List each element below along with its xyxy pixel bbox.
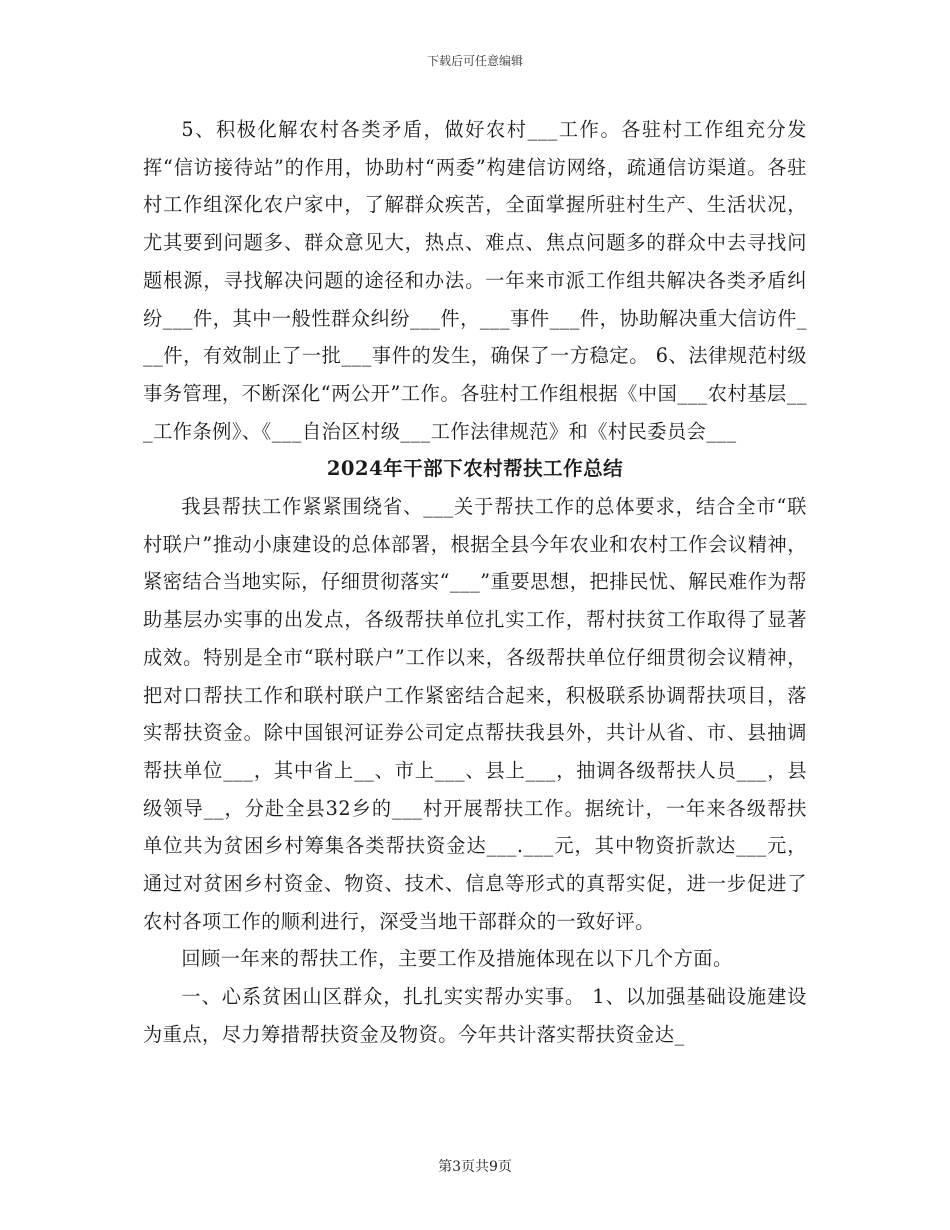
paragraph-review-intro: 回顾一年来的帮扶工作，主要工作及措施体现在以下几个方面。 [181, 947, 733, 971]
page-header: 下载后可任意编辑 [426, 54, 523, 68]
section-title: 2024年干部下农村帮扶工作总结 [326, 457, 624, 481]
paragraph-rural-conflict-resolution: 5、积极化解农村各类矛盾，做好农村___工作。各驻村工作组充分发挥“信访接待站”的作用，协助村“两委”构建信访网络，疏通信访渠道。各驻村工作组深化农户家中，了解群众疾苦，全面掌握所驻村生产、生活状况，尤其要到问题多、群众意见大，热点、难点、焦点问题多的群众中去寻找问题根源，寻找解决问题的途径和办法。一年来市派工作组共解决各类矛盾纠纷___件，其中一般性群众纠纷___件，___事件___件，协助解决重大信访件___件，有效制止了一批___事件的发生，确保了一方稳定。 6、法律规范村级事务管理，不断深化“两公开”工作。各驻村工作组根据《中国___农村基层___工作条例》、《___自治区村级___工作法律规范》和《村民委员会___ [143, 118, 807, 443]
paragraph-measures-first: 一、心系贫困山区群众，扎扎实实帮办实事。 1、以加强基础设施建设为重点，尽力筹措帮扶资金及物资。今年共计落实帮扶资金达_ [143, 985, 807, 1046]
page-number-footer: 第3页共9页 [438, 1159, 512, 1175]
paragraph-county-assistance-overview: 我县帮扶工作紧紧围绕省、___关于帮扶工作的总体要求，结合全市“联村联户”推动小康建设的总体部署，根据全县今年农业和农村工作会议精神，紧密结合当地实际，仔细贯彻落实“___”重要思想，把排民忧、解民难作为帮助基层办实事的出发点，各级帮扶单位扎实工作，帮村扶贫工作取得了显著成效。特别是全市“联村联户”工作以来，各级帮扶单位仔细贯彻会议精神，把对口帮扶工作和联村联户工作紧密结合起来，积极联系协调帮扶项目，落实帮扶资金。除中国银河证券公司定点帮扶我县外，共计从省、市、县抽调帮扶单位___，其中省上__、市上___、县上___，抽调各级帮扶人员___，县级领导__，分赴全县32乡的___村开展帮扶工作。据统计，一年来各级帮扶单位共为贫困乡村筹集各类帮扶资金达___.___元，其中物资折款达___元，通过对贫困乡村资金、物资、技术、信息等形式的真帮实促，进一步促进了农村各项工作的顺利进行，深受当地干部群众的一致好评。 [143, 495, 807, 933]
document-body [143, 111, 807, 1054]
